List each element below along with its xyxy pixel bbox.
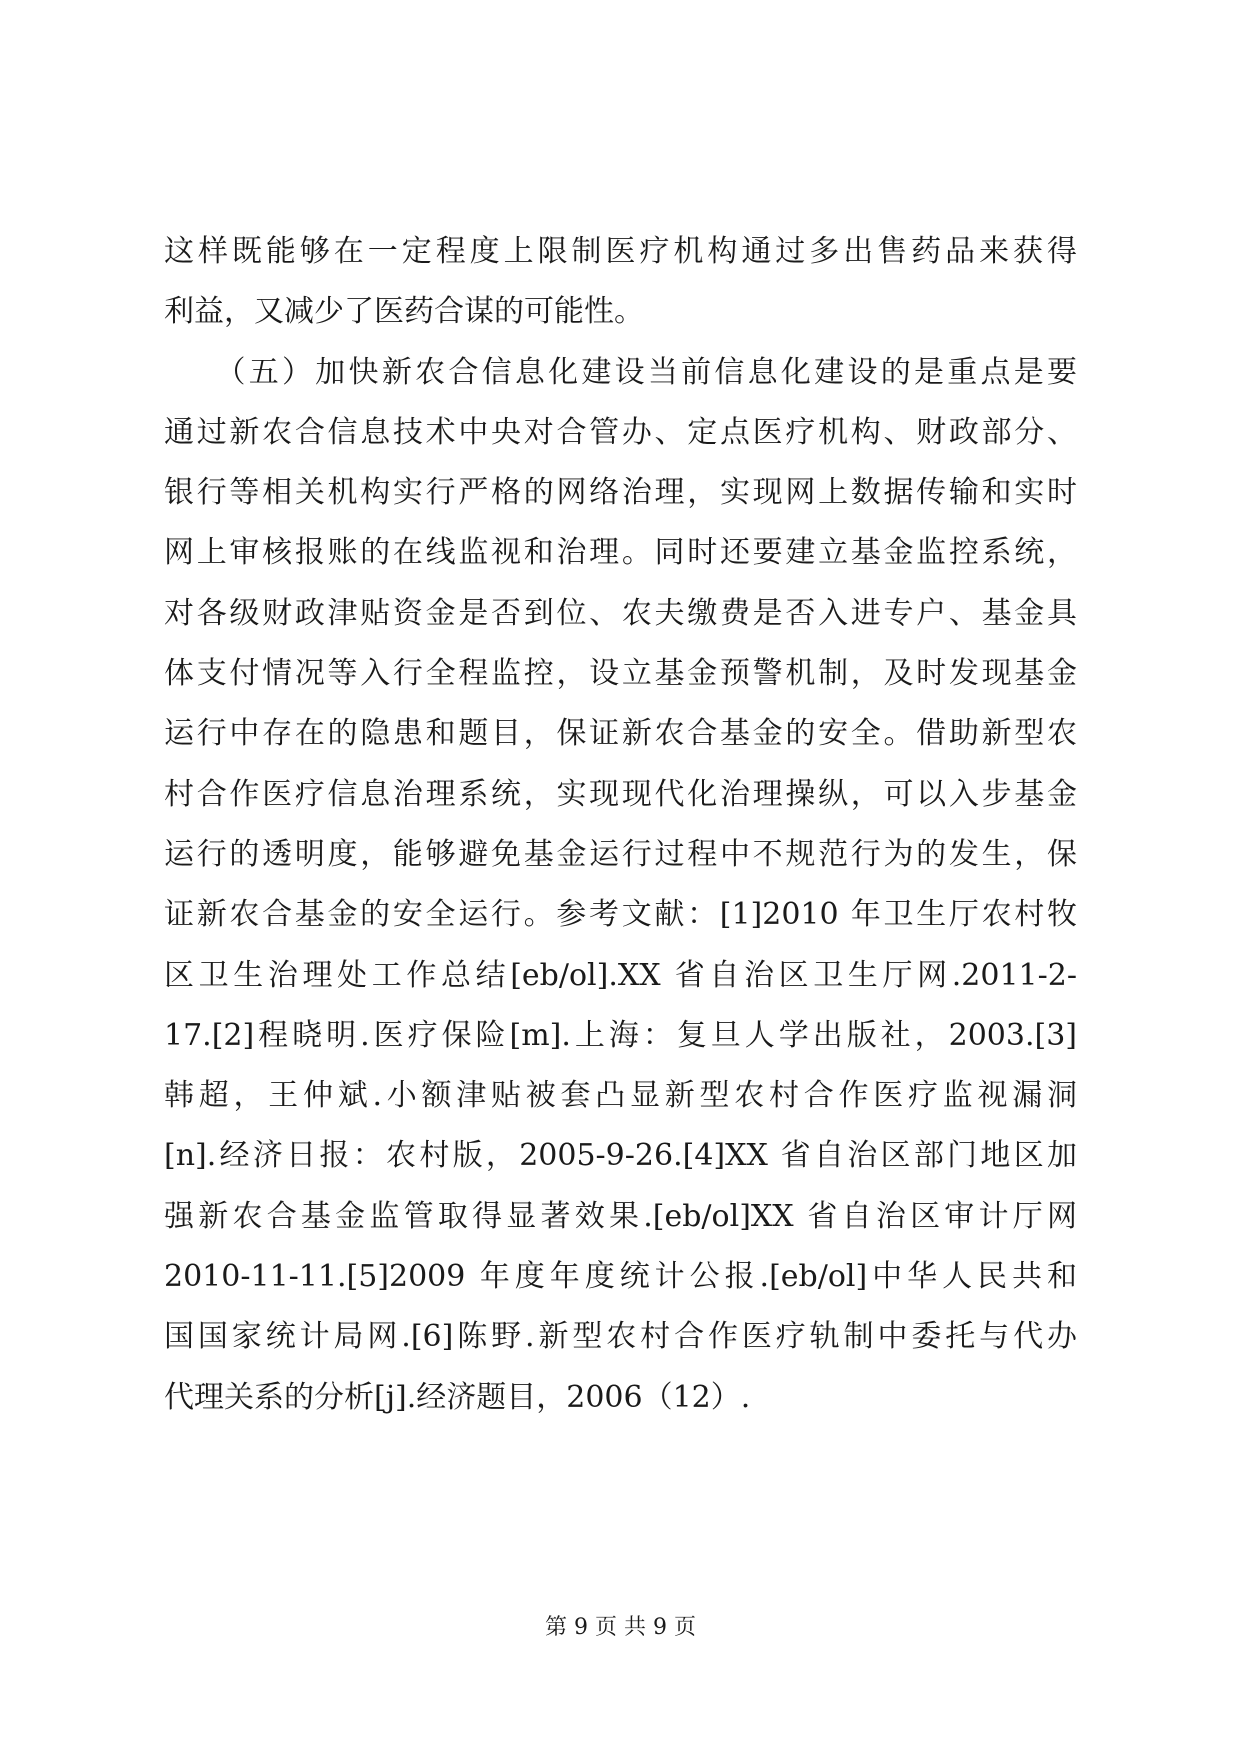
text-line: （五）加快新农合信息化建设当前信息化建设的是重点是要 — [164, 354, 1077, 390]
text-line: 这样既能够在一定程度上限制医疗机构通过多出售药品来获得 — [164, 234, 1077, 269]
text-line: 韩超，王仲斌.小额津贴被套凸显新型农村合作医疗监视漏洞 — [164, 1078, 1077, 1114]
text-line: 区卫生治理处工作总结[eb/ol].XX 省自治区卫生厅网.2011-2- — [164, 957, 1077, 993]
body-text — [164, 222, 1077, 1428]
text-line: 利益，又减少了医药合谋的可能性。 — [164, 294, 644, 330]
page-number-footer: 第 9 页 共 9 页 — [545, 1615, 696, 1640]
text-line: 运行的透明度，能够避免基金运行过程中不规范行为的发生，保 — [164, 836, 1077, 872]
text-line: 对各级财政津贴资金是否到位、农夫缴费是否入进专户、基金具 — [164, 595, 1077, 631]
text-line: 银行等相关机构实行严格的网络治理，实现网上数据传输和实时 — [164, 475, 1077, 511]
text-line: 强新农合基金监管取得显著效果.[eb/ol]XX 省自治区审计厅网 — [164, 1198, 1077, 1234]
text-line: 运行中存在的隐患和题目，保证新农合基金的安全。借助新型农 — [164, 716, 1077, 752]
text-line: 代理关系的分析[j].经济题目，2006（12）. — [164, 1379, 751, 1415]
text-line: 通过新农合信息技术中央对合管办、定点医疗机构、财政部分、 — [164, 414, 1077, 450]
text-line: 村合作医疗信息治理系统，实现现代化治理操纵，可以入步基金 — [164, 776, 1077, 812]
text-line: 体支付情况等入行全程监控，设立基金预警机制，及时发现基金 — [164, 656, 1077, 692]
text-line: 网上审核报账的在线监视和治理。同时还要建立基金监控系统， — [164, 535, 1077, 571]
text-line: 2010-11-11.[5]2009 年度年度统计公报.[eb/ol]中华人民共和 — [164, 1259, 1077, 1295]
text-line: [n].经济日报：农村版，2005-9-26.[4]XX 省自治区部门地区加 — [164, 1138, 1077, 1174]
text-line: 国国家统计局网.[6]陈野.新型农村合作医疗轨制中委托与代办 — [164, 1319, 1077, 1355]
text-line: 17.[2]程晓明.医疗保险[m].上海：复旦人学出版社，2003.[3] — [164, 1017, 1077, 1053]
text-line: 证新农合基金的安全运行。参考文献：[1]2010 年卫生厅农村牧 — [164, 897, 1077, 933]
